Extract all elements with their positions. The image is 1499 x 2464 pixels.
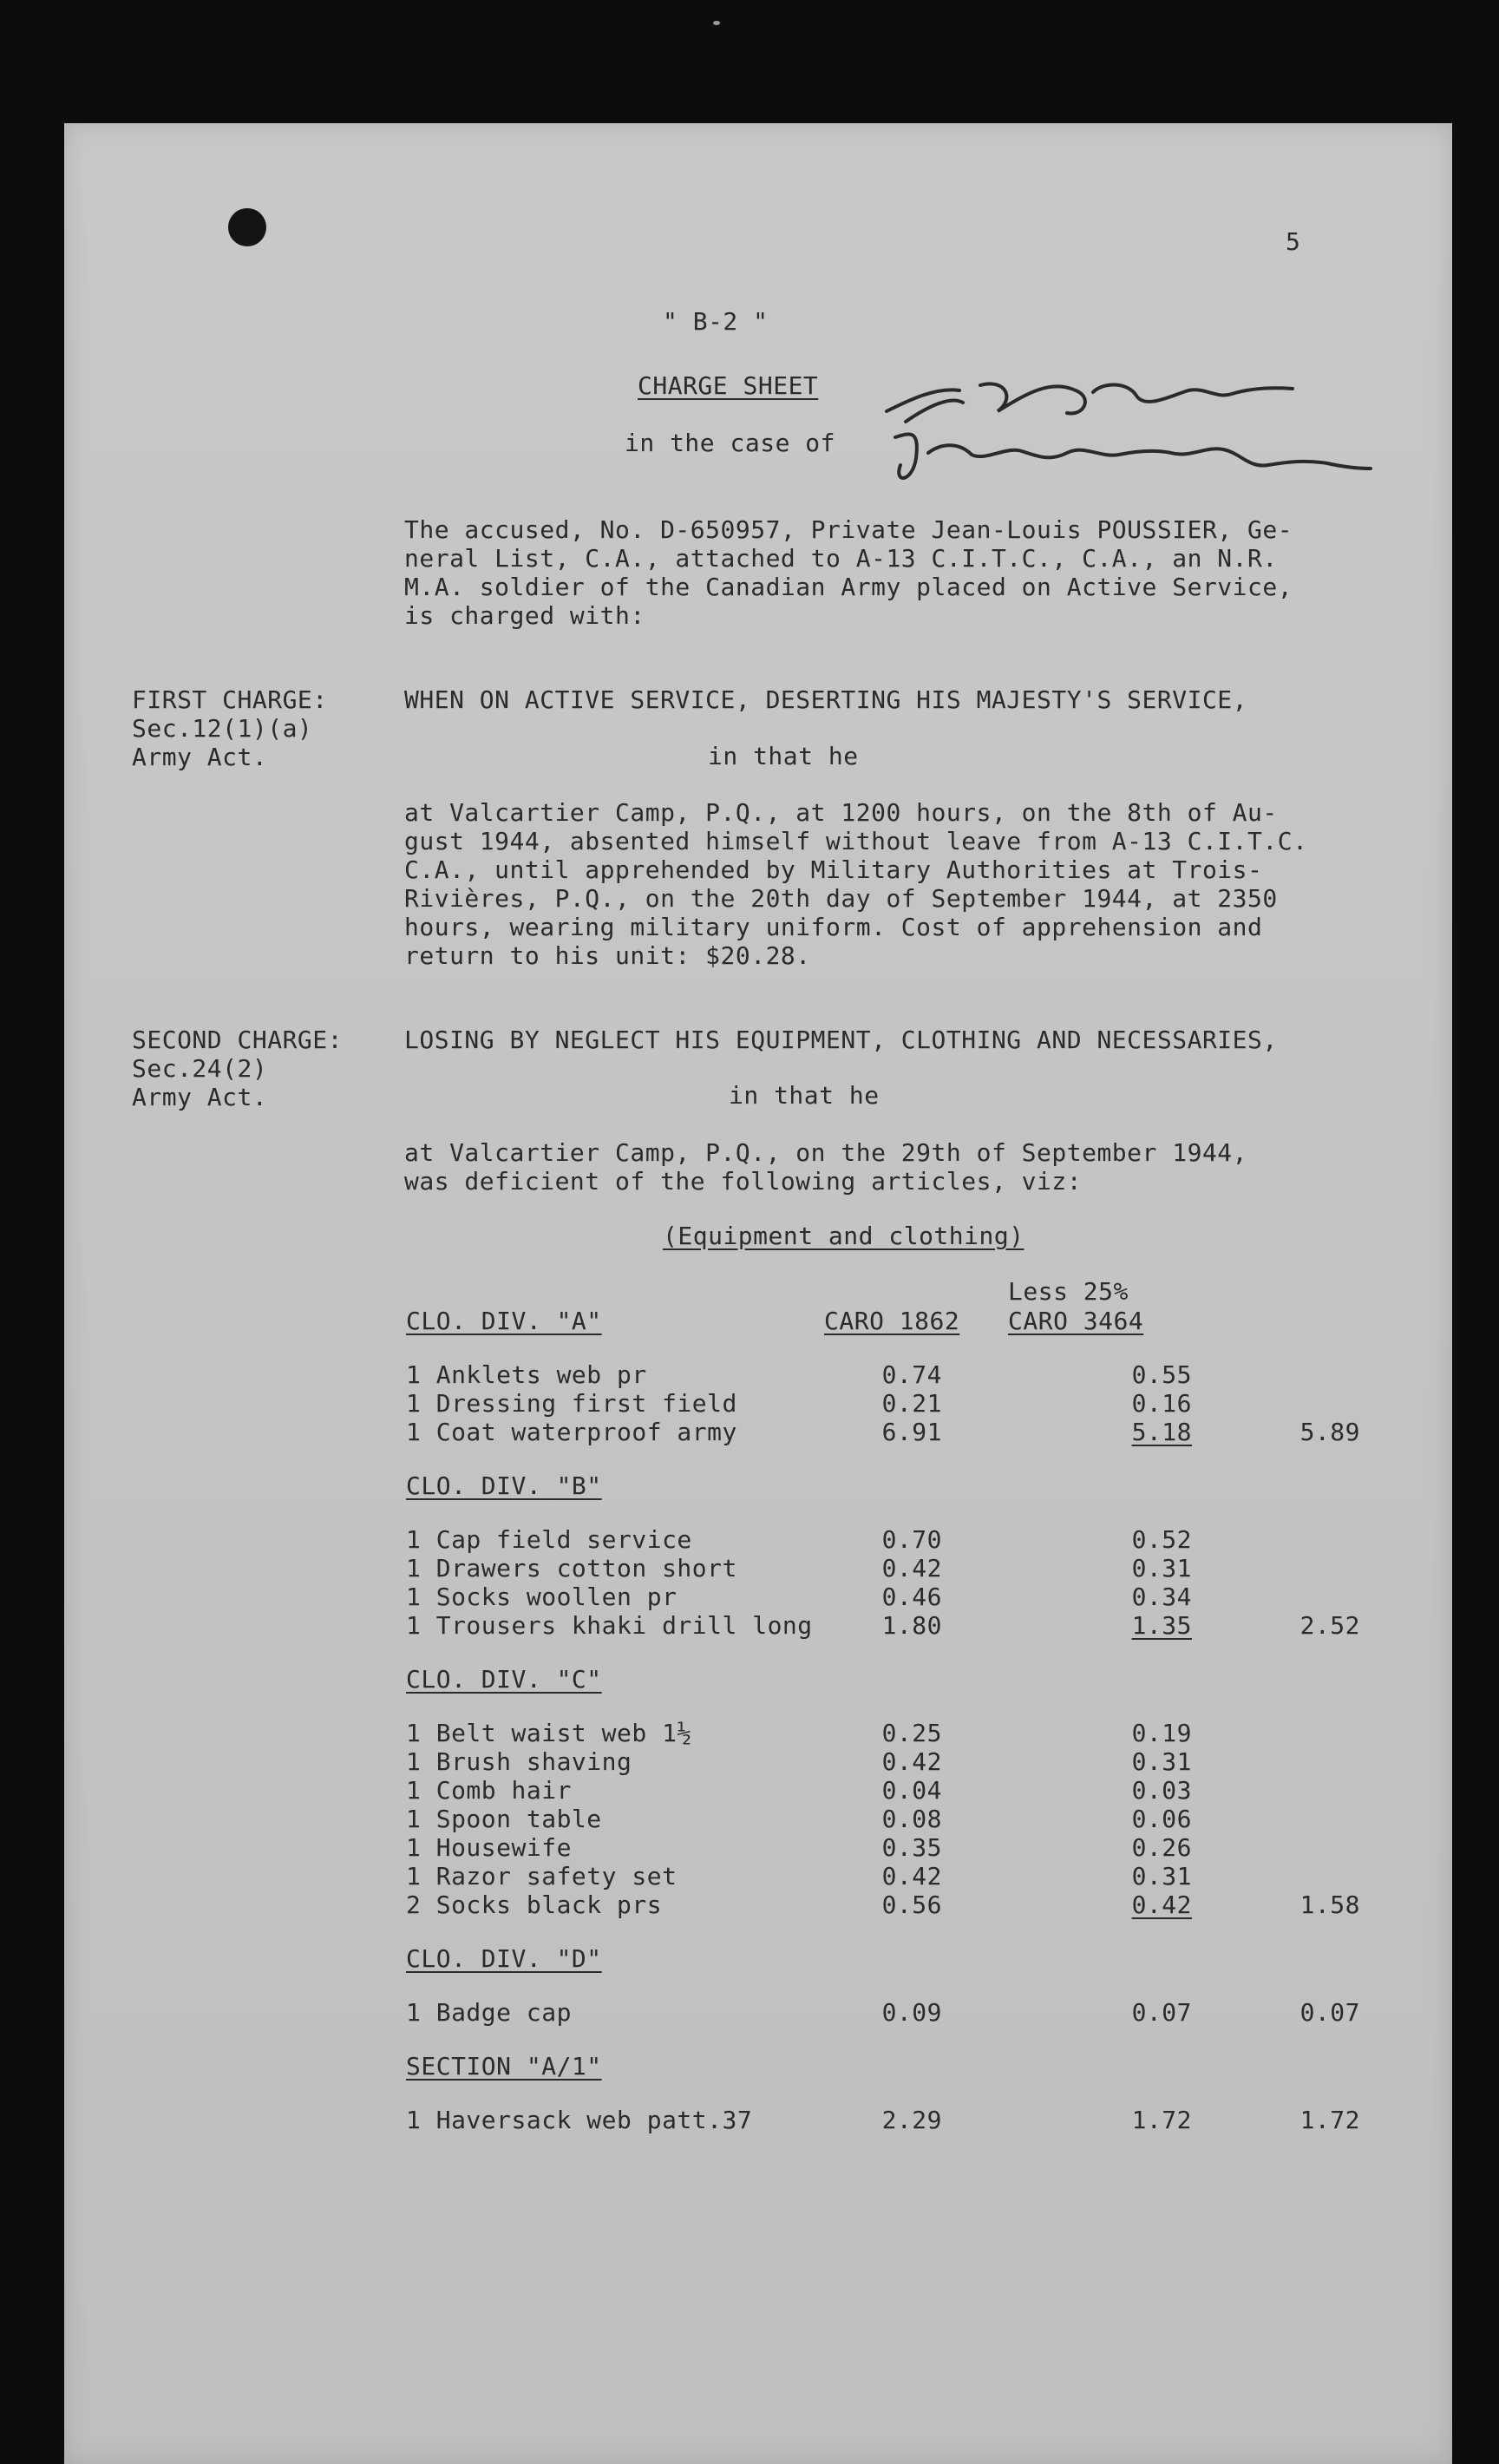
item-caro-1862: 6.91	[881, 1418, 942, 1446]
section-heading: CLO. DIV. "A"	[406, 1307, 602, 1335]
punch-hole	[228, 208, 266, 246]
item-caro-3464: 0.16	[1131, 1389, 1192, 1418]
section-total: 5.89	[1299, 1418, 1360, 1446]
item-caro-3464: 5.18	[1131, 1418, 1192, 1446]
first-charge-section: Sec.12(1)(a)	[132, 714, 313, 743]
item-caro-3464: 1.72	[1131, 2106, 1192, 2134]
form-code: " B-2 "	[663, 307, 769, 336]
first-charge-in-that: in that he	[708, 742, 859, 770]
first-charge-detail-line: at Valcartier Camp, P.Q., at 1200 hours, on the 8th of Au-	[404, 798, 1278, 827]
second-charge-in-that: in that he	[729, 1081, 880, 1110]
item-caro-3464: 0.42	[1131, 1891, 1192, 1919]
item-caro-1862: 0.09	[881, 1998, 942, 2027]
item-caro-1862: 0.42	[881, 1862, 942, 1891]
item-description: 1 Housewife	[406, 1833, 572, 1862]
item-description: 1 Cap field service	[406, 1525, 692, 1554]
intro-line: M.A. soldier of the Canadian Army placed on Active Service,	[404, 573, 1293, 601]
intro-line: neral List, C.A., attached to A-13 C.I.T.C., C.A., an N.R.	[404, 544, 1278, 573]
item-caro-3464: 0.07	[1131, 1998, 1192, 2027]
first-charge-label: FIRST CHARGE:	[132, 685, 328, 714]
item-caro-3464: 1.35	[1131, 1611, 1192, 1640]
caro-3464-header: CARO 3464	[1008, 1307, 1144, 1335]
item-caro-1862: 0.74	[881, 1360, 942, 1389]
page-number: 5	[1286, 227, 1301, 256]
president-signature	[876, 347, 1397, 495]
item-caro-3464: 0.19	[1131, 1719, 1192, 1747]
item-caro-3464: 0.26	[1131, 1833, 1192, 1862]
item-description: 1 Comb hair	[406, 1776, 572, 1805]
section-heading: CLO. DIV. "D"	[406, 1944, 602, 1973]
item-caro-1862: 0.25	[881, 1719, 942, 1747]
section-heading: CLO. DIV. "C"	[406, 1665, 602, 1694]
first-charge-detail-line: gust 1944, absented himself without leave from A-13 C.I.T.C.	[404, 827, 1308, 855]
item-description: 1 Trousers khaki drill long	[406, 1611, 813, 1640]
caro-1862-header: CARO 1862	[824, 1307, 960, 1335]
item-description: 1 Badge cap	[406, 1998, 572, 2027]
item-caro-1862: 0.46	[881, 1583, 942, 1611]
item-caro-3464: 0.31	[1131, 1747, 1192, 1776]
item-description: 1 Coat waterproof army	[406, 1418, 737, 1446]
scan-speck	[713, 21, 720, 25]
item-description: 1 Razor safety set	[406, 1862, 677, 1891]
item-caro-1862: 0.21	[881, 1389, 942, 1418]
second-charge-heading: LOSING BY NEGLECT HIS EQUIPMENT, CLOTHING AND NECESSARIES,	[404, 1026, 1278, 1054]
first-charge-act: Army Act.	[132, 743, 268, 771]
case-line: in the case of	[625, 429, 836, 457]
item-description: 1 Spoon table	[406, 1805, 602, 1833]
less-25-header: Less 25%	[1008, 1277, 1129, 1306]
section-heading: SECTION "A/1"	[406, 2052, 602, 2081]
section-total: 0.07	[1299, 1998, 1360, 2027]
item-caro-1862: 2.29	[881, 2106, 942, 2134]
item-caro-1862: 0.08	[881, 1805, 942, 1833]
first-charge-detail-line: C.A., until apprehended by Military Authorities at Trois-	[404, 855, 1263, 884]
item-caro-3464: 0.52	[1131, 1525, 1192, 1554]
first-charge-detail-line: Rivières, P.Q., on the 20th day of September 1944, at 2350	[404, 884, 1278, 913]
item-caro-1862: 0.70	[881, 1525, 942, 1554]
item-description: 2 Socks black prs	[406, 1891, 663, 1919]
item-description: 1 Brush shaving	[406, 1747, 632, 1776]
item-caro-1862: 0.42	[881, 1747, 942, 1776]
item-description: 1 Haversack web patt.37	[406, 2106, 753, 2134]
second-charge-label: SECOND CHARGE:	[132, 1026, 344, 1054]
first-charge-detail-line: return to his unit: $20.28.	[404, 941, 811, 970]
document-title: CHARGE SHEET	[638, 371, 819, 400]
intro-line: is charged with:	[404, 601, 645, 630]
item-caro-3464: 0.55	[1131, 1360, 1192, 1389]
item-description: 1 Belt waist web 1½	[406, 1719, 692, 1747]
intro-line: The accused, No. D-650957, Private Jean-Louis POUSSIER, Ge-	[404, 515, 1293, 544]
first-charge-detail-line: hours, wearing military uniform. Cost of apprehension and	[404, 913, 1263, 941]
item-description: 1 Anklets web pr	[406, 1360, 647, 1389]
item-caro-3464: 0.03	[1131, 1776, 1192, 1805]
second-charge-section: Sec.24(2)	[132, 1054, 268, 1083]
section-total: 1.58	[1299, 1891, 1360, 1919]
item-description: 1 Dressing first field	[406, 1389, 737, 1418]
item-description: 1 Socks woollen pr	[406, 1583, 677, 1611]
item-caro-1862: 1.80	[881, 1611, 942, 1640]
item-caro-3464: 0.06	[1131, 1805, 1192, 1833]
item-caro-1862: 0.04	[881, 1776, 942, 1805]
section-heading: CLO. DIV. "B"	[406, 1471, 602, 1500]
articles-subtitle: (Equipment and clothing)	[663, 1222, 1024, 1250]
second-charge-detail-line: at Valcartier Camp, P.Q., on the 29th of September 1944,	[404, 1138, 1248, 1167]
item-caro-1862: 0.35	[881, 1833, 942, 1862]
item-description: 1 Drawers cotton short	[406, 1554, 737, 1583]
second-charge-detail-line: was deficient of the following articles, viz:	[404, 1167, 1083, 1196]
section-total: 1.72	[1299, 2106, 1360, 2134]
first-charge-heading: WHEN ON ACTIVE SERVICE, DESERTING HIS MAJESTY'S SERVICE,	[404, 685, 1248, 714]
item-caro-1862: 0.42	[881, 1554, 942, 1583]
item-caro-1862: 0.56	[881, 1891, 942, 1919]
item-caro-3464: 0.31	[1131, 1554, 1192, 1583]
second-charge-act: Army Act.	[132, 1083, 268, 1111]
section-total: 2.52	[1299, 1611, 1360, 1640]
item-caro-3464: 0.31	[1131, 1862, 1192, 1891]
item-caro-3464: 0.34	[1131, 1583, 1192, 1611]
